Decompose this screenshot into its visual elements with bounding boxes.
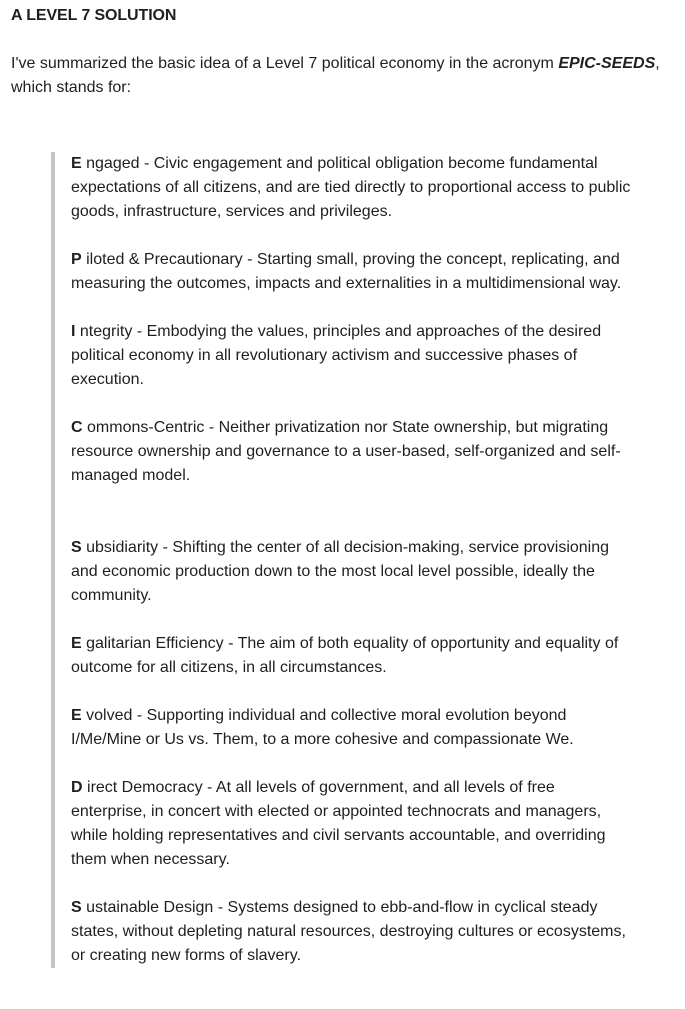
item-letter: S [71,899,82,916]
list-item-egalitarian-efficiency [71,632,631,680]
item-text: irect Democracy - At all levels of government, and all levels of free enterprise, in concert with elected or appointed technocrats and managers, while holding representatives and civil servants accountable, and overriding them when necessary. [71,779,606,868]
section-heading: A LEVEL 7 SOLUTION [11,7,177,24]
item-letter: P [71,251,82,268]
acronym-blockquote [51,152,639,968]
item-letter: E [71,155,82,172]
list-item-sustainable-design [71,896,631,968]
item-text: ubsidiarity - Shifting the center of all decision-making, service provisioning and economic production down to the most local level possible, ideally the community. [71,539,610,604]
item-letter: E [71,707,82,724]
list-item-evolved [71,704,631,752]
item-text: ustainable Design - Systems designed to ebb-and-flow in cyclical steady states, without depleting natural resources, destroying cultures or ecosystems, or creating new forms of slavery. [71,899,626,964]
intro-paragraph [11,52,674,100]
acronym: EPIC-SEEDS [558,55,656,72]
list-item-direct-democracy [71,776,631,872]
item-text: ntegrity - Embodying the values, principles and approaches of the desired political economy in all revolutionary activism and successive phases of execution. [71,323,602,388]
list-item-commons-centric [71,416,631,488]
list-item-subsidiarity [71,536,631,608]
item-text: ommons-Centric - Neither privatization nor State ownership, but migrating resource ownership and governance to a user-based, self-organized and self-managed model. [71,419,621,484]
list-item-integrity [71,320,631,392]
item-letter: I [71,323,76,340]
list-item-engaged [71,152,631,224]
item-letter: D [71,779,83,796]
intro-text-after: , which stands for: [11,55,660,96]
item-letter: C [71,419,83,436]
intro-text-before: I've summarized the basic idea of a Level 7 political economy in the acronym [11,55,559,72]
list-item-piloted [71,248,631,296]
item-text: volved - Supporting individual and collective moral evolution beyond I/Me/Mine or Us vs. Them, to a more cohesive and compassionate We. [71,707,574,748]
item-text: ngaged - Civic engagement and political obligation become fundamental expectations of all citizens, and are tied directly to proportional access to public goods, infrastructure, services and privileges. [71,155,631,220]
item-letter: S [71,539,82,556]
item-text: iloted & Precautionary - Starting small, proving the concept, replicating, and measuring the outcomes, impacts and externalities in a multidimensional way. [71,251,622,292]
item-letter: E [71,635,82,652]
item-text: galitarian Efficiency - The aim of both equality of opportunity and equality of outcome for all citizens, in all circumstances. [71,635,619,676]
